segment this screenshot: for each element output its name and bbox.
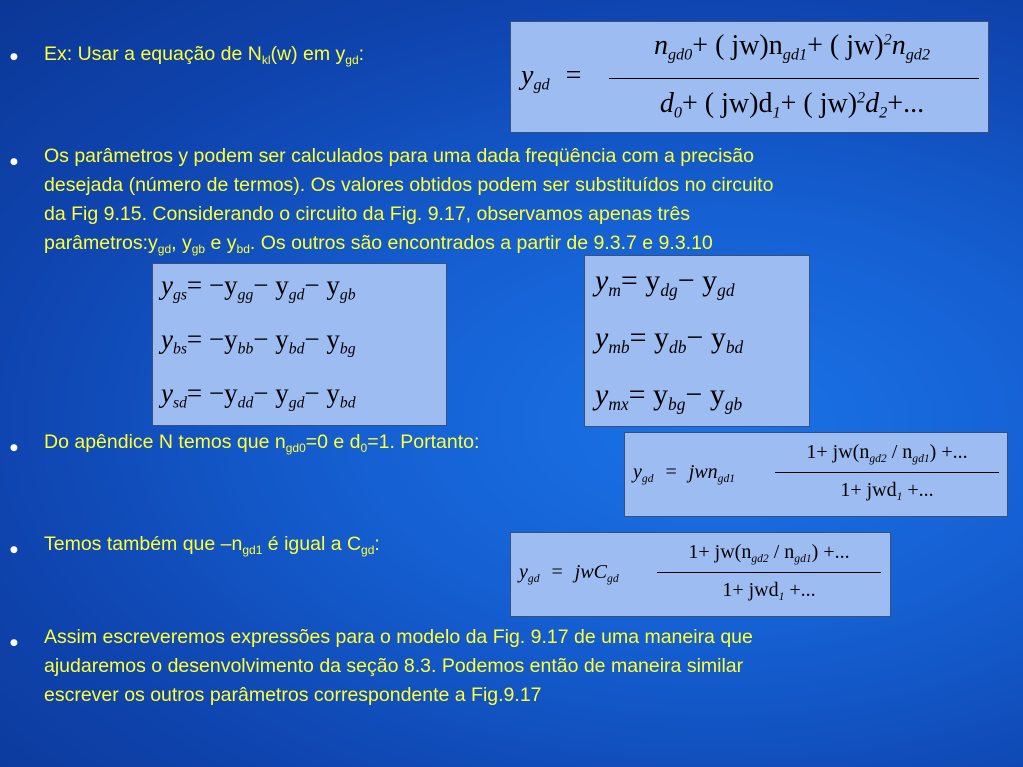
subscript: kl: [261, 53, 271, 67]
text-line: Assim escreveremos expressões para o modelo da Fig. 9.17 de uma maneira que: [44, 626, 753, 648]
eq3-numerator: $1+ jw(n_{gd2} / n_{gd1})$ +...: [806, 441, 968, 466]
text-segment: Ex: Usar a equação de N: [44, 43, 262, 65]
text-line: desejada (número de termos). Os valores obtidos podem ser substituídos no circuito: [44, 174, 774, 196]
bullet-1-text: [44, 40, 364, 69]
subscript: gd: [533, 75, 550, 94]
bullet-dot: ●: [10, 443, 18, 453]
fraction-bar: [657, 572, 881, 573]
equation-box-ym-ymb-ymx: [584, 255, 810, 427]
eq-row-ysd: $y_{sd}= -y_{dd}- y_{gd}- y_{bd}$: [161, 378, 356, 412]
eq1-denominator: $d_0+$ ( $jw)d_1+$ ( $jw)^2d_2+$...: [659, 88, 925, 122]
bullet-4-text: Temos também que $-n_{gd1}$ é igual a $C_{gd}$:: [44, 533, 380, 557]
eq-row-ybs: $y_{bs}= -y_{bb}- y_{bd}- y_{bg}$: [161, 324, 356, 358]
bullet-dot: ●: [10, 157, 18, 167]
eq-symbol: =: [565, 60, 582, 91]
bullet-3-text: Do apêndice N temos que $n_{gd0}=0$ e $d_0=1$. Portanto:: [44, 431, 480, 455]
eq-row-ymx: $y_{mx}= y_{bg}- y_{gb}$: [595, 378, 743, 415]
equation-box-ygd-jwcgd: $y_{gd} = jwC_{gd}$ $1+ jw(n_{gd2} / n_{gd1})$ +... 1+ jwd$_1$ +...: [510, 532, 891, 617]
bullet-dot: ●: [10, 638, 18, 648]
text-line: $parâmetros:y_{gd}$, $y_{gb}$ e $y_{bd}$. Os outros são encontrados a partir de 9.3.7 e 9.3.10: [44, 232, 713, 256]
text-line: escrever os outros parâmetros correspondente a Fig.9.17: [44, 684, 542, 706]
eq-row-ym: $y_m= y_{dg}- y_{gd}$: [595, 264, 735, 301]
eq4-denominator: 1+ jwd$_1$ +...: [722, 579, 816, 604]
eq-row-ygs: $y_{gs}= -y_{gg}- y_{gd}- y_{gb}$: [161, 270, 356, 304]
equation-box-ygd-jwngd1: $y_{gd} = jwn_{gd1}$ $1+ jw(n_{gd2} / n_{gd1})$ +... 1+ jwd$_1$ +...: [624, 432, 1008, 517]
eq-row-ymb: $y_{mb}= y_{db}- y_{bd}$: [595, 321, 744, 358]
equation-box-ygd-series: [510, 21, 989, 133]
subscript: gd: [345, 53, 359, 67]
eq4-numerator: $1+ jw(n_{gd2} / n_{gd1})$ +...: [688, 541, 850, 566]
bullet-2-text: [44, 142, 1004, 258]
equation-box-ygs-ybs-ysd: [152, 263, 447, 426]
eq1-numerator: $n_{gd0}+$ ( $jw)n_{gd1}+$ ( $jw)^2n_{gd2}$: [653, 30, 931, 64]
text-line: ajudaremos o desenvolvimento da seção 8.3. Podemos então de maneira similar: [44, 655, 744, 677]
eq3-denominator: 1+ jwd$_1$ +...: [840, 479, 934, 504]
text-line: da Fig 9.15. Considerando o circuito da Fig. 9.17, observamos apenas três: [44, 203, 691, 225]
bullet-dot: ●: [10, 52, 18, 62]
fraction-bar: [775, 472, 999, 473]
bullet-dot: ●: [10, 545, 18, 555]
text-segment: (w) em y: [270, 43, 346, 65]
eq-symbol: y: [521, 60, 534, 91]
text-line: Os parâmetros y podem ser calculados para uma dada freqüência com a precisão: [44, 145, 754, 167]
text-segment: :: [358, 43, 365, 65]
bullet-5-text: [44, 623, 1004, 710]
fraction-bar: [609, 78, 979, 79]
